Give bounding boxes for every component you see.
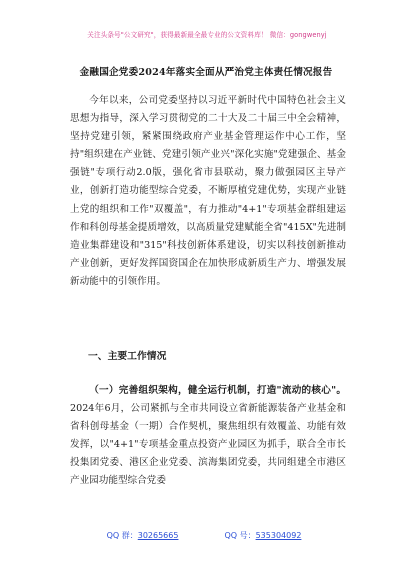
- qq-number-item: [224, 530, 301, 541]
- qq-group-label: QQ 群：: [106, 531, 138, 540]
- qq-group-item: [107, 530, 179, 541]
- promo-banner-text: 关注头条号"公文研究"，获得最新最全最专业的公文资料库！ 微信：gongwenyj: [87, 31, 327, 39]
- qq-number-label: QQ 号：: [224, 531, 256, 540]
- document-body: [70, 92, 346, 291]
- qq-group-number: 30265665: [137, 531, 179, 540]
- document-title: 金融国企党委2024年落实全面从严治党主体责任情况报告: [79, 67, 333, 78]
- intro-paragraph: 今年以来，公司党委坚持以习近平新时代中国特色社会主义思想为指导，深入学习贯彻党的二十大及二十届三中全会精神，坚持党建引领，紧紧围绕政府产业基金管理运作中心工作，坚持"组织建在产业链、党建引领产业兴"深化实施"党建强企、基金强链"专项行动2.0版，强化省市县联动，聚力做强园区主导产业，创新打造功能型综合党委，不断厚植党建优势，实现产业链上党的组织和工作"双覆盖"，有力推动"4+1"专项基金群组建运作和科创母基金提质增效，以高质量党建赋能全省"415X"先进制造业集群建设和"315"科技创新体系建设，切实以科技创新推动产业创新，更好发挥国资国企在加快形成新质生产力、增强发展新动能中的引领作用。: [70, 95, 346, 287]
- subsection-paragraph: [70, 382, 346, 491]
- promo-banner: [62, 20, 352, 48]
- section-heading: 一、主要工作情况: [88, 351, 167, 362]
- subsection-body: 2024年6月，公司紧抓与全市共同设立省新能源装备产业基金和省科创母基金（一期）合作契机，聚焦组织有效覆盖、功能有效发挥，以"4+1"专项基金重点投资产业园区为抓手，联合全市长投集团党委、港区企业党委、滨海集团党委，共同组建全市港区产业园功能型综合党委: [70, 403, 346, 487]
- qq-number: 535304092: [255, 531, 302, 540]
- contact-footer: [0, 530, 408, 541]
- subsection-lead: （一）完善组织架构，健全运行机制，打造"流动的核心"。: [89, 385, 346, 396]
